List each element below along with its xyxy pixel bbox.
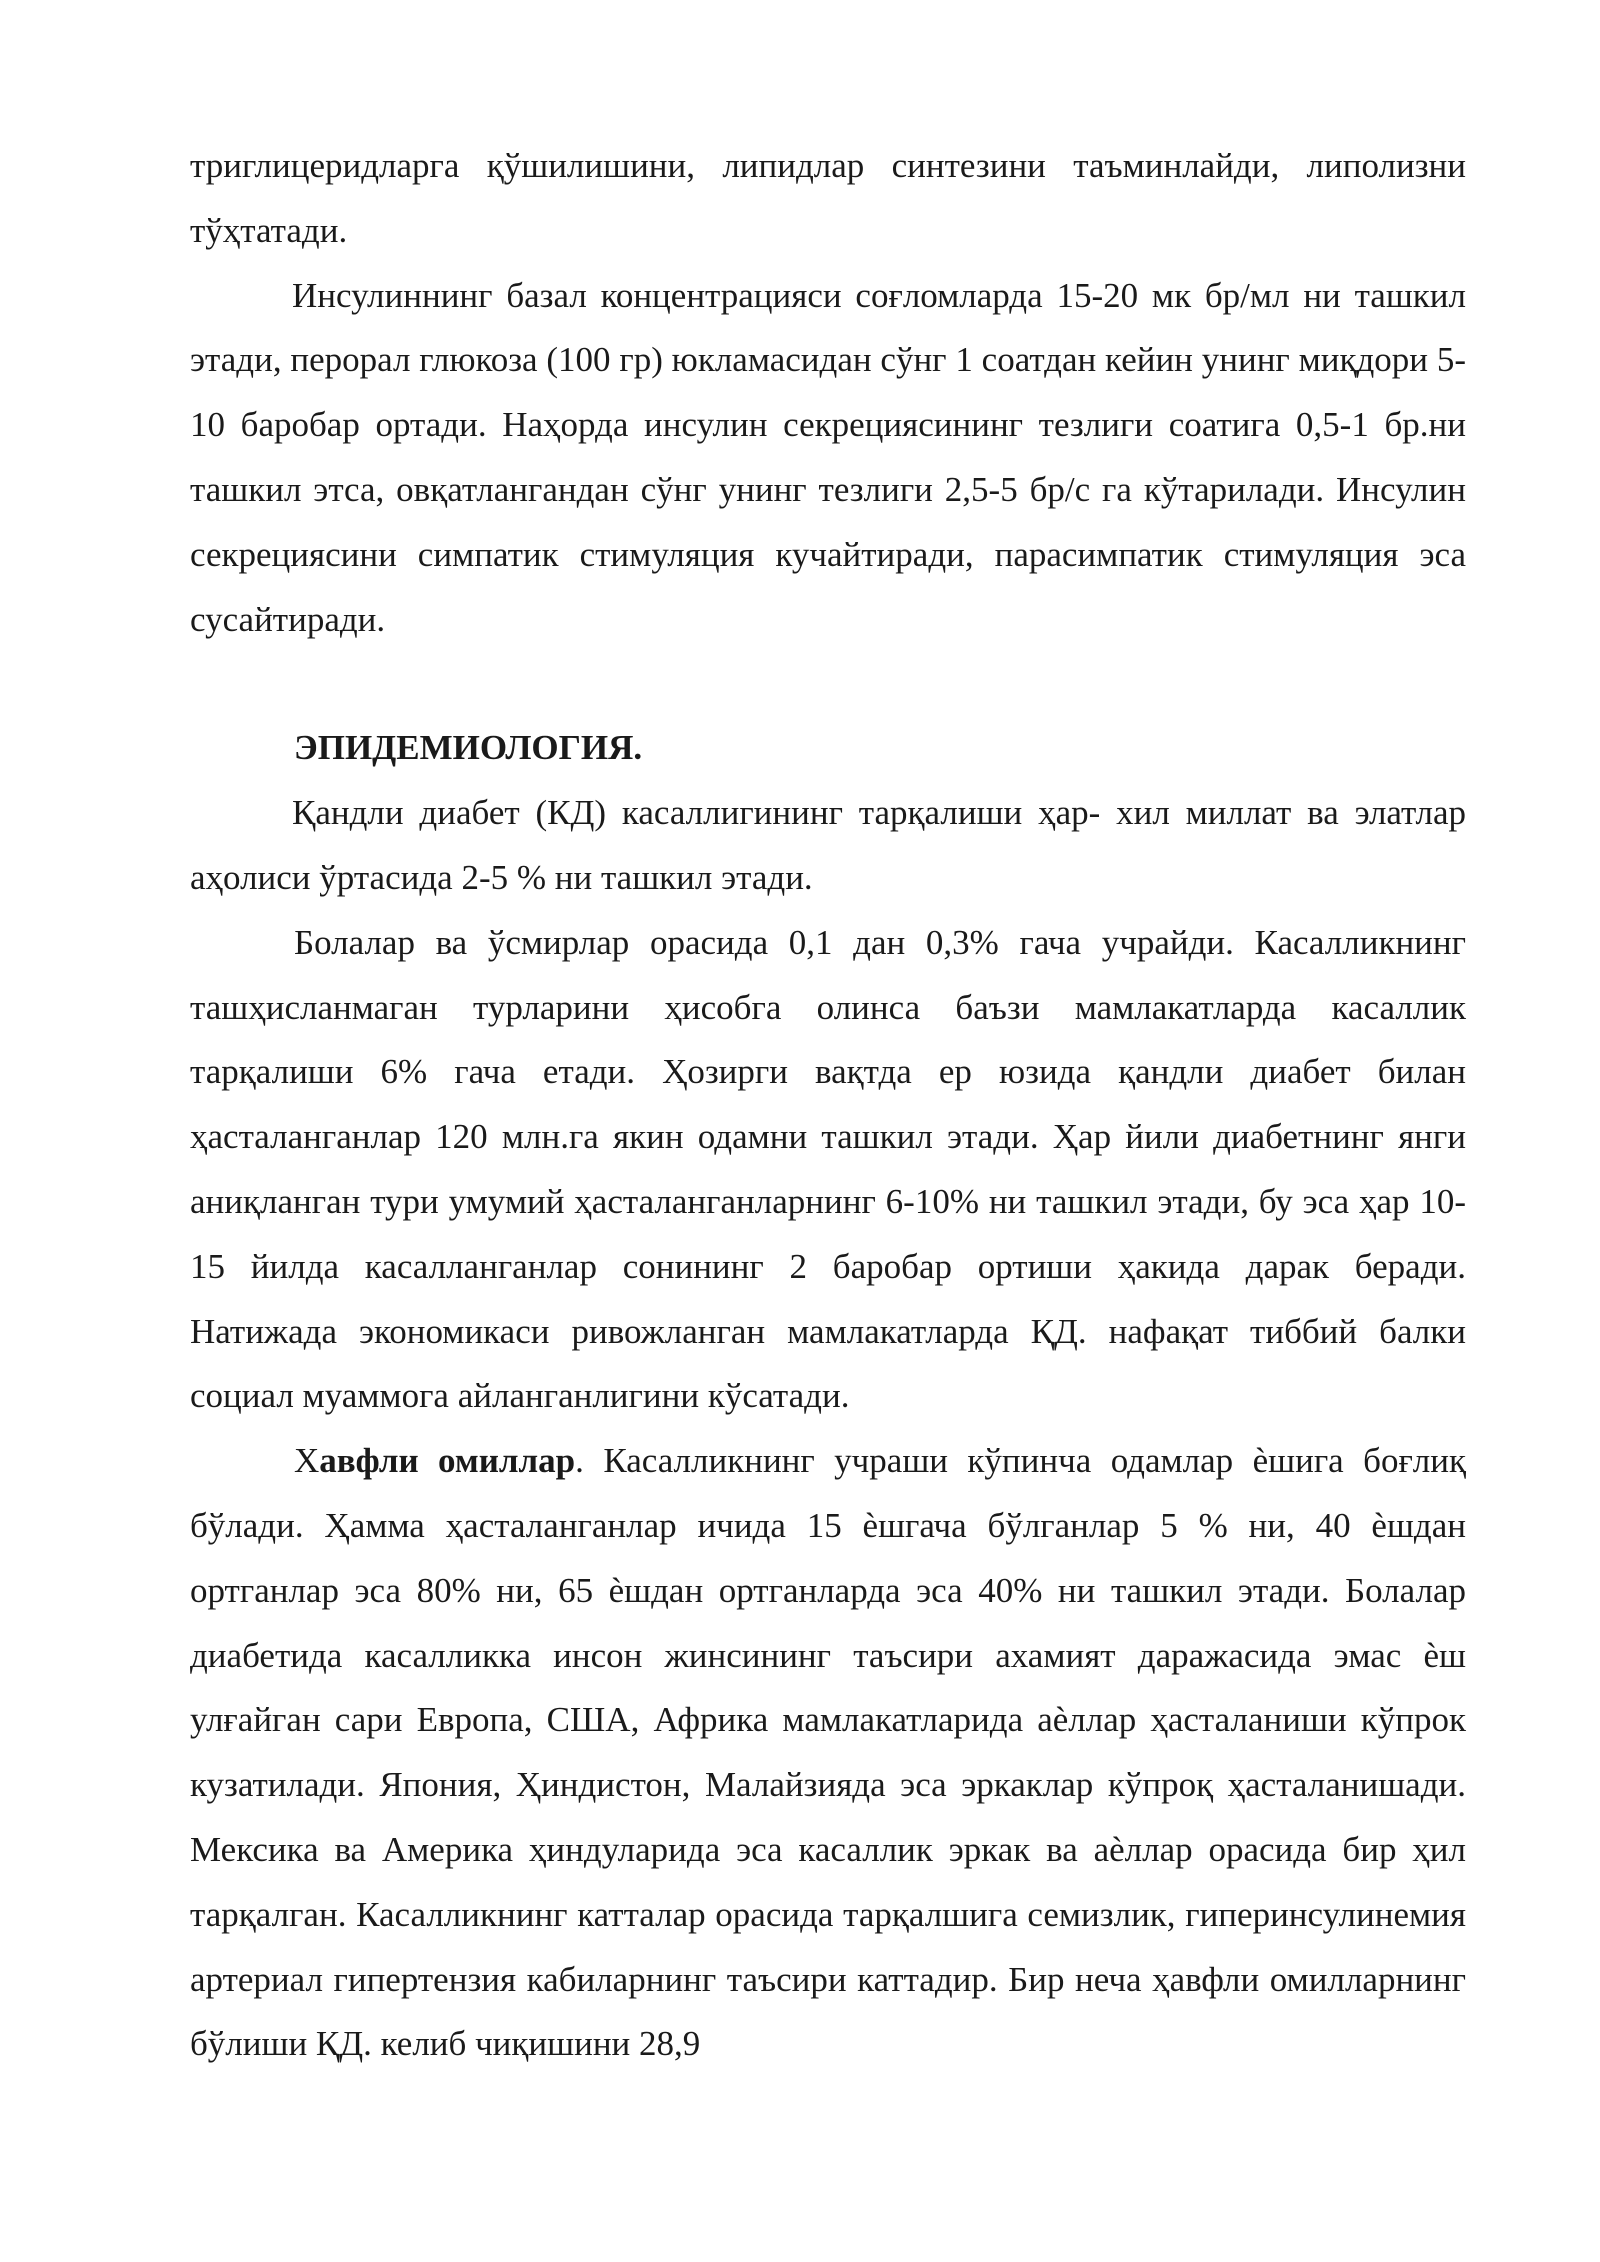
document-page (190, 134, 1466, 2077)
paragraph-children-prevalence: Болалар ва ўсмирлар орасида 0,1 дан 0,3% гача учрайди. Касалликнинг ташҳисланмаган турларини ҳисобга олинса баъзи мамлакатларда касаллик тарқалиши 6% гача етади. Ҳозирги вақтда ер юзида қандли диабет билан ҳасталанганлар 120 млн.га якин одамни ташкил этади. Ҳар йили диабетнинг янги аниқланган тури умумий ҳасталанганларнинг 6-10% ни ташкил этади, бу эса ҳар 10-15 йилда касалланганлар сонининг 2 баробар ортиши ҳакида дарак беради. Натижада экономикаси ривожланган мамлакатларда ҚД. нафақат тиббий балки социал муаммога айланганлигини кўсатади. (190, 922, 1466, 1416)
risk-factors-text: . Касалликнинг учраши кўпинча одамлар ѐшига боғлиқ бўлади. Ҳамма ҳасталанганлар ичида 15 ѐшгача бўлганлар 5 % ни, 40 ѐшдан ортганлар эса 80% ни, 65 ѐшдан ортганларда эса 40% ни ташкил этади. Болалар диабетида касалликка инсон жинсининг таъсири ахамият даражасида эмас ѐш улғайган сари Европа, США, Африка мамлакатларида аѐллар ҳасталаниши кўпрок кузатилади. Япония, Ҳиндистон, Малайзияда эса эркаклар кўпроқ ҳасталанишади. Мексика ва Америка ҳиндуларида эса касаллик эркак ва аѐллар орасида бир ҳил тарқалган. Касалликнинг катталар орасида тарқалшига семизлик, гиперинсулинемия артериал гипертензия кабиларнинг таъсири каттадир. Бир неча ҳавфли омилларнинг бўлиши ҚД. келиб чиқишини 28,9 (190, 1441, 1467, 2064)
risk-factors-lead-letter: Х (294, 1441, 320, 1481)
paragraph-insulin-effects: триглицеридларга қўшилишини, липидлар синтезини таъминлайди, липолизни тўҳтатади. (190, 146, 1466, 250)
paragraph-risk-factors (190, 1429, 1466, 2077)
paragraph-diabetes-prevalence: Қандли диабет (КД) касаллигининг тарқалиши ҳар- хил миллат ва элатлар аҳолиси ўртасида 2-5 % ни ташкил этади. (190, 793, 1466, 897)
section-heading-epidemiology: ЭПИДЕМИОЛОГИЯ. (294, 728, 643, 768)
section-spacer (190, 652, 1466, 716)
risk-factors-term: авфли омиллар (319, 1441, 576, 1481)
paragraph-insulin-concentration: Инсулиннинг базал концентрацияси соғломларда 15-20 мк бр/мл ни ташкил этади, перорал глюкоза (100 гр) юкламасидан сўнг 1 соатдан кейин унинг миқдори 5-10 баробар ортади. Наҳорда инсулин секрециясининг тезлиги соатига 0,5-1 бр.ни ташкил этса, овқатлангандан сўнг унинг тезлиги 2,5-5 бр/с га кўтарилади. Инсулин секрециясини симпатик стимуляция кучайтиради, парасимпатик стимуляция эса сусайтиради. (190, 275, 1466, 639)
